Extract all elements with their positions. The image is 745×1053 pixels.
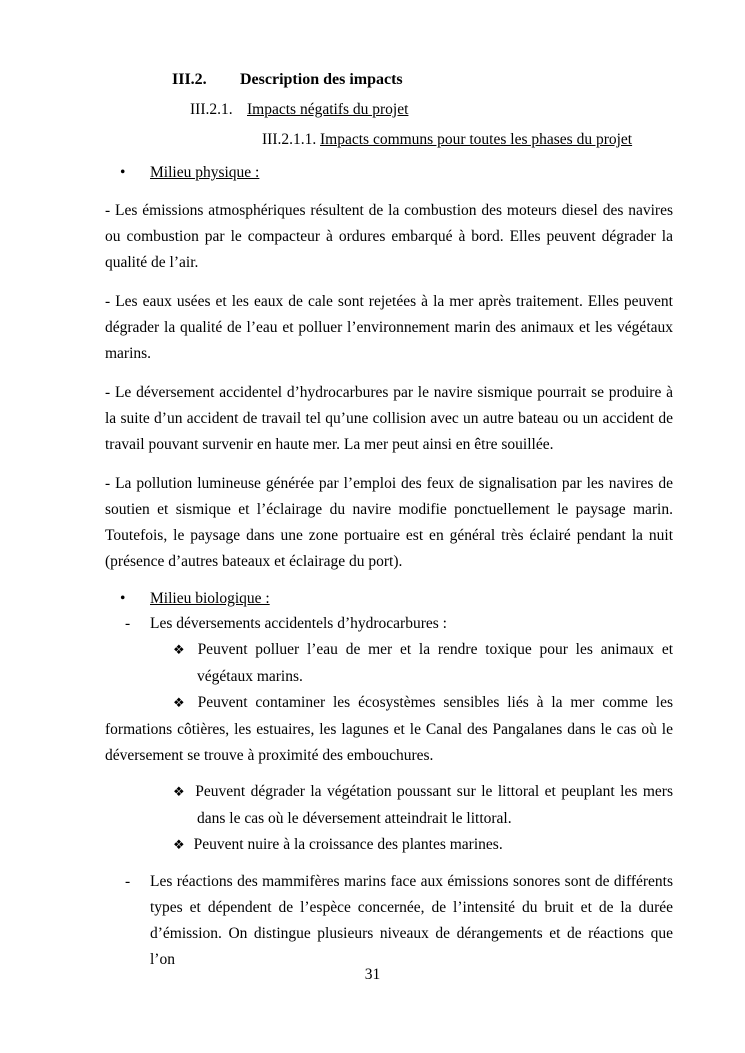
page-content — [105, 0, 673, 973]
dash-marker: - — [125, 873, 131, 890]
list-item-text: Peuvent dégrader la végétation poussant sur le littoral et peuplant les mers dans le cas où le déversement atteindrait le littoral. — [195, 783, 673, 827]
diamond-icon: ❖ — [173, 643, 189, 658]
list-item-deversements-intro — [125, 611, 673, 637]
list-item-text: Peuvent contaminer les écosystèmes sensibles liés à la mer comme les formations côtières, les estuaires, les lagunes et le Canal des Pangalanes dans le cas où le déversement se trouve à proximité des embouchures. — [105, 694, 673, 764]
bullet-icon: • — [120, 164, 126, 181]
heading-text: Impacts communs pour toutes les phases du projet — [320, 131, 633, 148]
heading-text: Impacts négatifs du projet — [247, 101, 409, 118]
list-item-polluer-eau — [173, 637, 674, 690]
list-item-reactions-mammiferes — [125, 869, 673, 973]
list-item-text: Peuvent nuire à la croissance des plantes marines. — [193, 836, 503, 853]
paragraph-emissions-atmospheriques: - Les émissions atmosphériques résultent de la combustion des moteurs diesel des navires ou combustion par le compacteur à ordures embarqué à bord. Elles peuvent dégrader la qualité de l’air. — [105, 202, 673, 271]
diamond-icon: ❖ — [173, 838, 185, 853]
bullet-icon: • — [120, 590, 126, 607]
paragraph-deversement-accidentel: - Le déversement accidentel d’hydrocarbures par le navire sismique pourrait se produire à la suite d’un accident de travail tel qu’une collision avec un autre bateau ou un accident de travail pouvant survenir en haute mer. La mer peut ainsi en être souillée. — [105, 384, 673, 453]
list-item-text: Les déversements accidentels d’hydrocarbures : — [150, 615, 447, 632]
list-item-degrader-vegetation — [173, 779, 673, 832]
diamond-icon: ❖ — [173, 696, 189, 711]
section-title-text: Milieu physique : — [150, 164, 260, 181]
page-number: 31 — [364, 966, 381, 983]
heading-number: III.2.1.1. — [262, 131, 317, 148]
list-item-text: Peuvent polluer l’eau de mer et la rendre toxique pour les animaux et végétaux marins. — [197, 641, 674, 685]
section-title-text: Milieu biologique : — [150, 590, 270, 607]
list-item-text: Les réactions des mammifères marins face aux émissions sonores sont de différents types et dépendent de l’espèce concernée, de l’intensité du bruit et de la durée d’émission. On distingue plusieurs niveaux de dérangements et de réactions que l’on — [150, 873, 673, 968]
dash-marker: - — [125, 615, 131, 632]
heading-description-des-impacts — [172, 70, 673, 90]
heading-impacts-communs — [262, 130, 673, 150]
section-title-milieu-physique — [120, 161, 673, 185]
diamond-icon: ❖ — [173, 785, 187, 800]
paragraph-eaux-usees: - Les eaux usées et les eaux de cale sont rejetées à la mer après traitement. Elles peuvent dégrader la qualité de l’eau et polluer l’environnement marin des animaux et les végétaux marins. — [105, 293, 673, 362]
heading-text: Description des impacts — [240, 71, 403, 88]
section-title-milieu-biologique — [120, 587, 673, 611]
paragraph-pollution-lumineuse: - La pollution lumineuse générée par l’emploi des feux de signalisation par les navires de soutien et sismique et l’éclairage du navire modifie ponctuellement le paysage marin. Toutefois, le paysage dans une zone portuaire est en général très éclairé pendant la nuit (présence d’autres bateaux et éclairage du port). — [105, 475, 673, 570]
heading-number: III.2. — [172, 71, 207, 88]
list-item-nuire-plantes — [173, 832, 673, 859]
heading-number: III.2.1. — [190, 101, 233, 118]
heading-impacts-negatifs — [190, 100, 673, 120]
list-item-contaminer-ecosystemes — [105, 690, 673, 769]
